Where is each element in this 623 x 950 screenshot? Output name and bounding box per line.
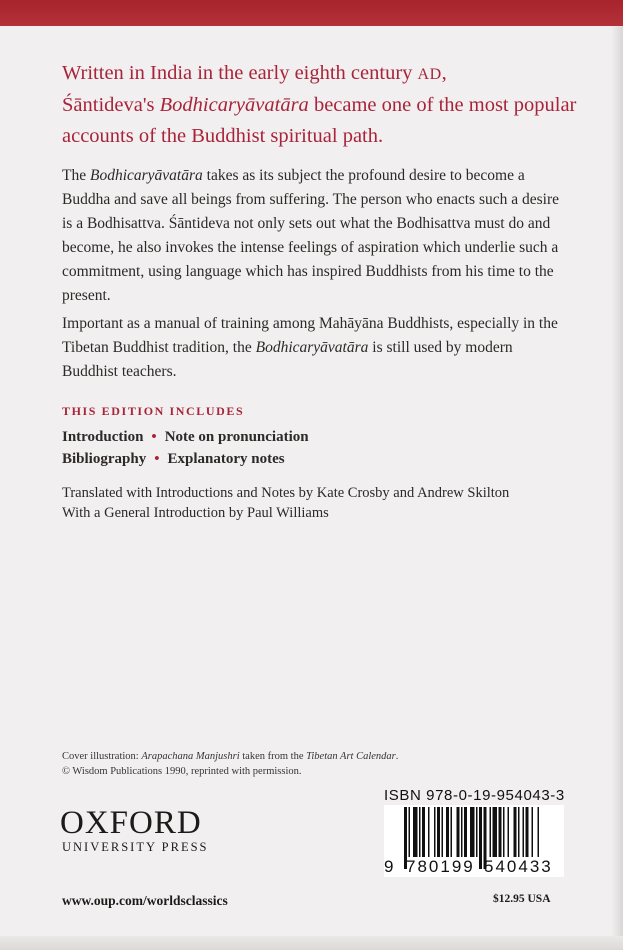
paragraph-text: takes as its subject the profound desire to become a Buddha and save all beings from suffering. The person who enacts such a desire is a Bodhisattva. Śāntideva not only sets out what the Bodhisattva must do and become, he also invokes the intense feelings of aspiration which underlie such a commitment, using language which has inspired Buddhists from his time to the present.: [62, 167, 560, 304]
isbn-label: ISBN 978-0-19-954043-3: [384, 787, 565, 804]
lead-text: Written in India in the early eighth century: [62, 62, 418, 84]
credit-text: taken from the: [239, 751, 307, 762]
lead-text: became one of the most popular accounts of the Buddhist spiritual path.: [62, 94, 577, 147]
book-title: Bodhicaryāvatāra: [255, 339, 369, 356]
lead-era: AD: [417, 66, 442, 83]
paragraph-text: is still used by modern Buddhist teachers.: [62, 339, 513, 380]
paragraph-text: The: [62, 167, 90, 184]
lead-text: ,: [441, 62, 447, 84]
price-label: $12.95 USA: [493, 893, 551, 905]
description-paragraph: [62, 164, 572, 308]
includes-row: [62, 451, 285, 468]
includes-item: Introduction: [62, 429, 144, 445]
credit-text: .: [395, 751, 399, 762]
lead-text: Śāntideva's: [62, 94, 160, 116]
barcode-digits-left: 780199: [406, 857, 475, 876]
cover-illustration-credit: [62, 749, 462, 779]
oxford-logo: OXFORD: [60, 805, 202, 841]
introduction-credit: With a General Introduction by Paul Williams: [62, 505, 329, 521]
barcode-digits-right: 540433: [484, 857, 553, 876]
includes-item: Note on pronunciation: [164, 429, 309, 445]
artwork-source: Tibetan Art Calendar: [306, 751, 396, 762]
copyright-line: © Wisdom Publications 1990, reprinted with permission.: [62, 766, 302, 777]
lead-blurb: [62, 58, 582, 152]
includes-item: Bibliography: [62, 451, 147, 467]
bottom-edge: [0, 936, 623, 950]
website-link[interactable]: www.oup.com/worldsclassics: [62, 893, 228, 908]
barcode-digit-first: 9: [384, 857, 394, 876]
spine-shadow: [611, 26, 623, 950]
edition-includes-heading: THIS EDITION INCLUDES: [62, 404, 245, 418]
university-press-label: UNIVERSITY PRESS: [62, 840, 209, 854]
includes-row: [62, 429, 309, 446]
includes-item: Explanatory notes: [167, 451, 285, 467]
credit-text: Cover illustration:: [62, 751, 142, 762]
book-title: Bodhicaryāvatāra: [89, 167, 203, 184]
importance-paragraph: [62, 312, 572, 384]
top-red-band: [0, 0, 623, 26]
translator-credit: Translated with Introductions and Notes by Kate Crosby and Andrew Skilton: [62, 485, 510, 501]
bullet-separator: •: [151, 429, 157, 445]
paragraph-text: Important as a manual of training among Mahāyāna Buddhists, especially in the Tibetan Buddhist tradition, the: [62, 315, 558, 356]
artwork-title: Arapachana Manjushri: [141, 751, 240, 762]
bullet-separator: •: [154, 451, 160, 467]
lead-book-title: Bodhicaryāvatāra: [159, 94, 309, 116]
